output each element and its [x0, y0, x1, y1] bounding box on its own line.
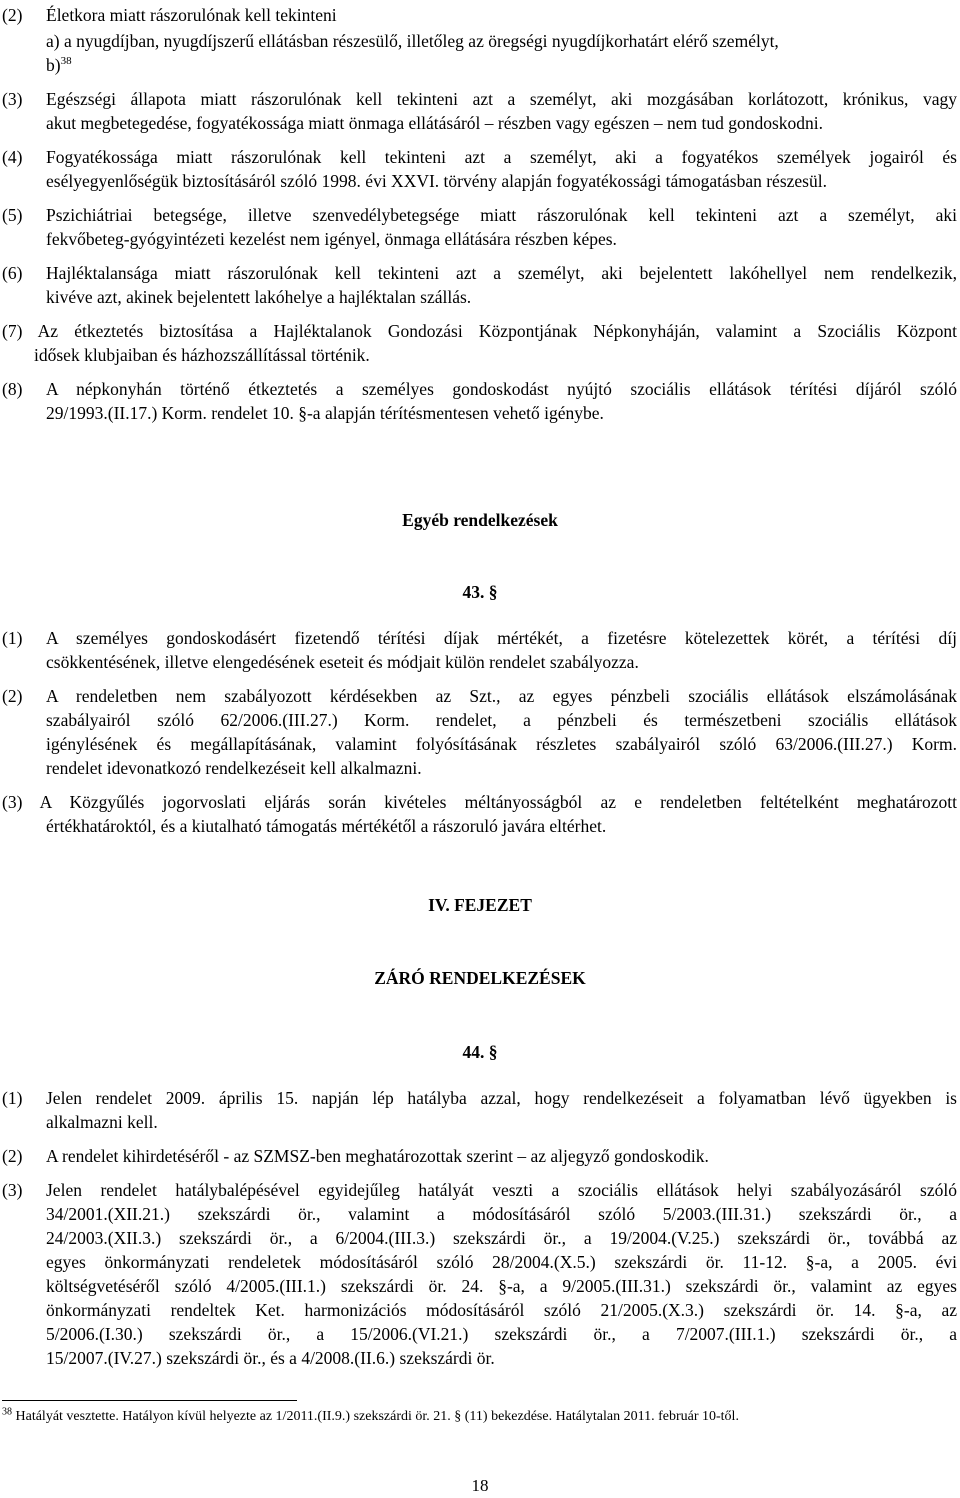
footnote	[2, 1407, 957, 1427]
page-number: 18	[471, 1476, 489, 1495]
section-title-egyeb: Egyéb rendelkezések	[402, 510, 558, 530]
chapter-paragraphs	[2, 1086, 957, 1380]
chapter-title: IV. FEJEZET	[428, 895, 532, 915]
egyeb-paragraph-1: (1) A személyes gondoskodásért fizetendő térítési díjak mértékét, a fizetésre kötelezettek körét, a térítési díj csökkentésének, illetve elengedésének eseteit és módjait külön rendelet szabályozza.	[2, 628, 957, 672]
paragraph-5: (5) Pszichiátriai betegsége, illetve szenvedélybetegsége miatt rászorulónak kell tekinteni azt a személyt, aki fekvőbeteg-gyógyintézeti kezelést nem igényel, önmaga ellátására részben képes.	[2, 205, 957, 249]
sub-item-a: a) a nyugdíjban, nyugdíjszerű ellátásban részesülő, illetőleg az öregségi nyugdíjkorhatárt elérő személyt,	[46, 31, 779, 51]
egyeb-paragraphs	[2, 626, 957, 848]
chapter-paragraph-1: (1) Jelen rendelet 2009. április 15. napján lép hatályba azzal, hogy rendelkezéseit a folyamatban lévő ügyekben is alkalmazni kell.	[2, 1088, 957, 1132]
footnote-text: Hatályát vesztette. Hatályon kívül helyezte az 1/2011.(II.9.) szekszárdi ör. 21. § (11) bekezdése. Hatálytalan 2011. február 10-től.	[15, 1409, 739, 1424]
footnote-separator	[2, 1400, 297, 1401]
sub-item-b	[2, 53, 957, 77]
top-paragraphs	[2, 3, 957, 435]
paragraph-6: (6) Hajléktalansága miatt rászorulónak kell tekinteni azt a személyt, aki bejelentett lakóhellyel nem rendelkezik, kivéve azt, akinek bejelentett lakóhelye a hajléktalan szállás.	[2, 263, 957, 307]
egyeb-paragraph-3: (3) A Közgyűlés jogorvoslati eljárás során kivételes méltányosságból az e rendeletben feltételként meghatározott értékhatároktól, és a kiutalható támogatás mértékétől a rászoruló javára eltérhet.	[2, 792, 957, 836]
chapter-paragraph-3: (3) Jelen rendelet hatálybalépésével egyidejűleg hatályát veszti a szociális ellátások helyi szabályozásáról szóló 34/2001.(XII.21.) szekszárdi ör., valamint a módosításáról szóló 5/2003.(III.31.) szekszárdi ör., a 24/2003.(XII.3.) szekszárdi ör., a 6/2004.(III.3.) szekszárdi ör., a 19/2004.(V.25.) szekszárdi ör., továbbá az egyes önkormányzati rendeletek módosításáról szóló 28/2004.(X.5.) szekszárdi ör. 11-12. §-a, a 2005. évi költségvetéséről szóló 4/2005.(III.1.) szekszárdi ör. 24. §-a, a 9/2005.(III.31.) szekszárdi ör., valamint az egyes önkormányzati rendeltek Ket. harmonizációs módosításáról szóló 21/2005.(X.3.) szekszárdi ör. 14. §-a, az 5/2006.(I.30.) szekszárdi ör., a 15/2006.(VI.21.) szekszárdi ör., a 7/2007.(III.1.) szekszárdi ör., a 15/2007.(IV.27.) szekszárdi ör., és a 4/2008.(II.6.) szekszárdi ör.	[2, 1180, 957, 1368]
chapter-paragraph-2: (2) A rendelet kihirdetéséről - az SZMSZ-ben meghatározottak szerint – az aljegyző gondoskodik.	[2, 1146, 709, 1166]
paragraph-7: (7) Az étkeztetés biztosítása a Hajléktalanok Gondozási Központjának Népkonyháján, valamint a Szociális Központ idősek klubjaiban és házhozszállítással történik.	[2, 321, 957, 365]
footnote-number: 38	[2, 1406, 12, 1418]
paragraph-8: (8) A népkonyhán történő étkeztetés a személyes gondoskodást nyújtó szociális ellátások térítési díjáról szóló 29/1993.(II.17.) Korm. rendelet 10. §-a alapján térítésmentesen vehető igénybe.	[2, 379, 957, 423]
paragraph-text: Életkora miatt rászorulónak kell tekinteni	[46, 5, 337, 25]
section-number-44: 44. §	[462, 1042, 498, 1062]
paragraph-2	[2, 3, 957, 27]
paragraph-number: (2)	[2, 5, 23, 25]
footnote-ref: 38	[60, 55, 72, 68]
egyeb-paragraph-2: (2) A rendeletben nem szabályozott kérdésekben az Szt., az egyes pénzbeli szociális ellátások elszámolásának szabályairól szóló 62/2006.(III.27.) Korm. rendelet, a pénzbeli és természetbeni szociális ellátások igénylésének és megállapításának, valamint folyósításának részletes szabályairól szóló 63/2006.(III.27.) Korm. rendelet idevonatkozó rendelkezéseit kell alkalmazni.	[2, 686, 957, 778]
paragraph-4: (4) Fogyatékossága miatt rászorulónak kell tekinteni azt a személyt, aki a fogyatékos személyek jogairól és esélyegyenlőségük biztosításáról szóló 1998. évi XXVI. törvény alapján fogyatékossági támogatásban részesül.	[2, 147, 957, 191]
section-number-43: 43. §	[462, 582, 498, 602]
sub-item-b-label: b)	[46, 55, 61, 75]
paragraph-3: (3) Egészségi állapota miatt rászorulónak kell tekinteni azt a személyt, aki mozgásában korlátozott, krónikus, vagy akut megbetegedése, fogyatékossága miatt önmaga ellátásáról – részben vagy egészen – nem tud gondoskodni.	[2, 89, 957, 133]
chapter-subtitle: ZÁRÓ RENDELKEZÉSEK	[374, 968, 586, 988]
